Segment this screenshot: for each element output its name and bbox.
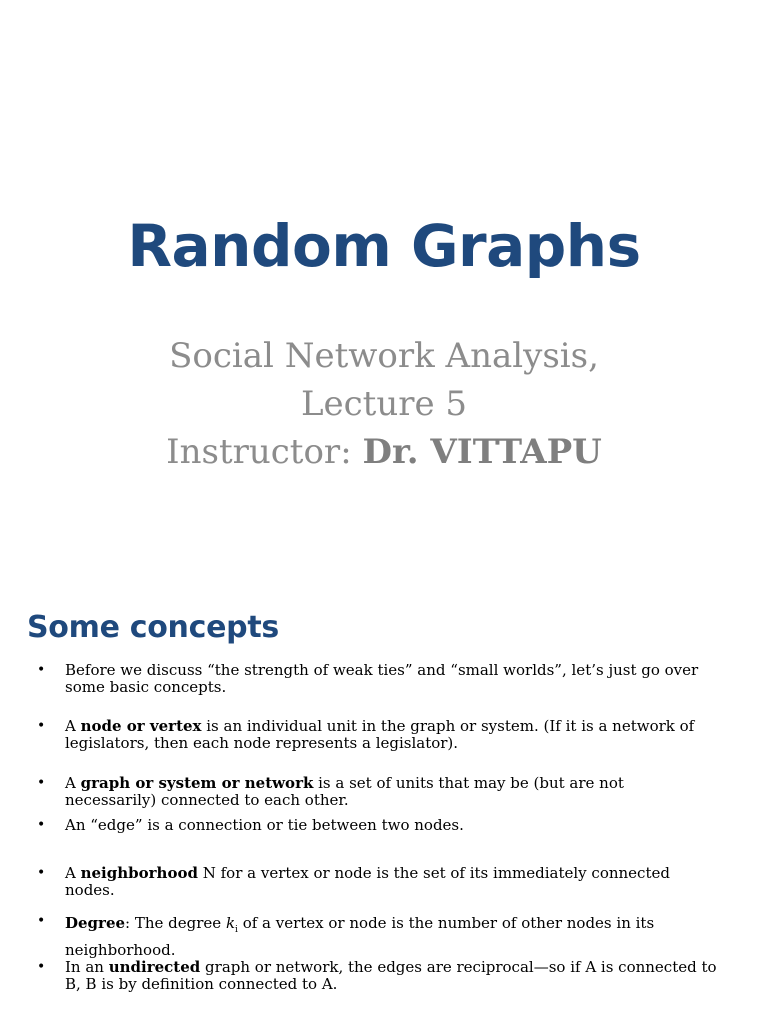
bullet-text-post: graph or network, the edges are reciprocal—so if A is connected to B, B is by definition connected to A. (65, 958, 717, 993)
bullet-term: undirected (108, 958, 201, 976)
bullet-text-pre: In an (65, 958, 109, 976)
bullet-text (65, 775, 717, 809)
slide-title: Random Graphs (127, 212, 641, 280)
subtitle-line-instructor (0, 428, 768, 476)
bullet-text (65, 718, 717, 752)
list-item (37, 959, 717, 993)
bullet-text-post: is an individual unit in the graph or system. (If it is a network of legislators, then each node represents a legislator). (65, 717, 695, 752)
bullet-term: node or vertex (80, 717, 202, 735)
bullet-text (65, 913, 717, 960)
bullet-text-post: is a set of units that may be (but are not necessarily) connected to each other. (65, 774, 624, 809)
bullet-text-pre: A (65, 774, 81, 792)
list-item (37, 817, 717, 834)
subtitle-line-lecture: Lecture 5 (300, 384, 468, 424)
bullet-marker: • (37, 817, 46, 833)
list-item (37, 662, 717, 696)
bullet-marker: • (37, 865, 46, 881)
bullet-term: neighborhood (80, 864, 198, 882)
bullet-text (65, 959, 717, 993)
slide-heading: Some concepts (27, 610, 279, 645)
bullet-marker: • (37, 775, 46, 791)
instructor-label: Instructor: (166, 432, 363, 472)
list-item (37, 865, 717, 899)
bullet-marker: • (37, 662, 46, 678)
list-item (37, 913, 717, 960)
bullet-text (65, 865, 717, 899)
bullet-list (0, 576, 768, 1024)
bullet-term: graph or system or network (80, 774, 314, 792)
bullet-marker: • (37, 959, 46, 975)
bullet-text-pre: : The degree (125, 914, 226, 932)
concepts-slide (0, 576, 768, 1024)
bullet-text: Before we discuss “the strength of weak ties” and “small worlds”, let’s just go over some basic concepts. (65, 661, 699, 696)
bullet-text-pre: A (65, 864, 81, 882)
bullet-text-continued: neighborhood. (65, 941, 176, 959)
bullet-marker: • (37, 718, 46, 734)
subtitle-line-course: Social Network Analysis, (169, 336, 599, 376)
degree-subscript: i (235, 925, 238, 935)
bullet-text-post: N for a vertex or node is the set of its immediately connected nodes. (65, 864, 670, 899)
bullet-text: An “edge” is a connection or tie between two nodes. (65, 816, 464, 834)
list-item (37, 775, 717, 809)
bullet-term: Degree (65, 914, 126, 932)
bullet-text-pre: A (65, 717, 81, 735)
slide-subtitle (0, 332, 768, 476)
list-item (37, 718, 717, 752)
bullet-text-post: of a vertex or node is the number of other nodes in its (237, 914, 655, 932)
instructor-name: Dr. VITTAPU (362, 432, 602, 472)
degree-variable: k (225, 914, 236, 932)
bullet-marker: • (37, 913, 46, 929)
